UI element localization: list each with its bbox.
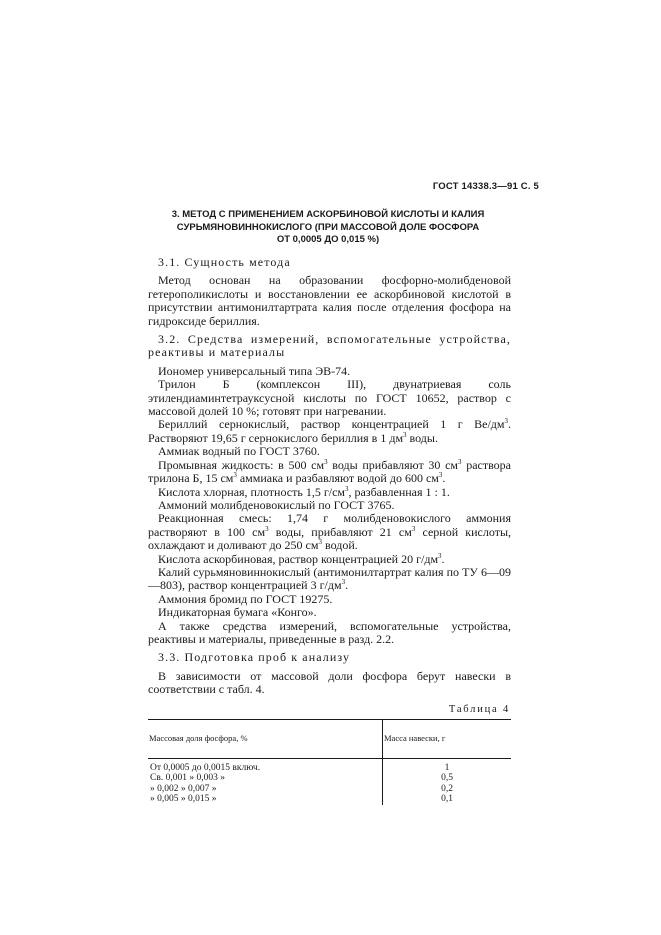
table-cell: 1 [444, 763, 450, 773]
item-potassium-tartrate [148, 566, 511, 593]
superscript: 3 [403, 430, 407, 439]
table-cell: Св. 0,001 » 0,003 » [148, 773, 383, 783]
table-cell: 0,1 [441, 794, 453, 805]
text: . Растворяют 19,65 г сернокислого бериллия в 1 дм [148, 417, 511, 445]
text: Реакционная смесь: 1,74 г молибденовокислого аммония растворяют в 100 см [148, 511, 511, 539]
item-beryllium [148, 418, 511, 445]
text: раствора трилона Б, 15 см [148, 457, 511, 486]
text: водой. [321, 538, 358, 553]
table-4 [148, 719, 511, 805]
item-ammonium-bromide: Аммония бромид по ГОСТ 19275. [158, 591, 333, 606]
table-header-row [148, 720, 511, 759]
section-title-line: ОТ 0,0005 ДО 0,015 %) [276, 234, 380, 246]
subsection-heading-3-3: 3.3. Подготовка проб к анализу [158, 650, 351, 665]
text: , разбавленная 1 : 1. [348, 484, 450, 499]
superscript: 3 [324, 457, 328, 466]
document-body [148, 251, 511, 805]
page-header: ГОСТ 14338.3—91 С. 5 [432, 181, 539, 192]
superscript: 3 [345, 484, 349, 493]
text: Кислота хлорная, плотность 1,5 г/см [158, 484, 345, 499]
item-perchloric-acid [148, 486, 511, 499]
text: воды, прибавляют 21 см [268, 524, 412, 539]
superscript: 3 [458, 457, 462, 466]
paragraph-sample-prep: В зависимости от массовой доли фосфора берут навески в соответствии с табл. 4. [148, 668, 511, 697]
column-header-mass: Масса навески, г [383, 720, 512, 759]
table-cell: 0,2 [441, 783, 453, 794]
table-row [148, 784, 511, 794]
text: серной кислоты, охлаждают и доливают до 250 см [148, 524, 512, 553]
table-cell: От 0,0005 до 0,0015 включ. [148, 759, 383, 774]
superscript: 3 [265, 524, 269, 533]
table-cell: » 0,002 » 0,007 » [148, 784, 383, 794]
text: Бериллий сернокислый, раствор концентрацией 1 г Ве/дм [158, 417, 505, 432]
subsection-heading-3-1: 3.1. Сущность метода [158, 255, 291, 269]
text: . [442, 471, 446, 486]
text: аммиака и разбавляют водой до 600 см [236, 471, 439, 486]
superscript: 3 [438, 471, 443, 480]
table-row [148, 759, 511, 774]
superscript: 3 [504, 417, 508, 426]
superscript: 3 [411, 524, 416, 533]
text: . [441, 551, 445, 566]
table-row [148, 794, 511, 804]
text: воды прибавляют 30 см [327, 457, 458, 472]
item-trilon: Трилон Б (комплексон III), двунатриевая соль этилендиаминтетрауксусной кислоты по ГОСТ 10652, раствор с массовой долей 10 %; готовят при нагревании. [148, 377, 511, 419]
item-ionomer: Иономер универсальный типа ЭВ-74. [158, 363, 351, 378]
item-reaction-mixture [148, 512, 511, 552]
item-ammonia: Аммиак водный по ГОСТ 3760. [158, 444, 320, 459]
superscript: 3 [233, 471, 237, 480]
subsection-heading-3-2: 3.2. Средства измерений, вспомогательные устройства, реактивы и материалы [148, 332, 511, 360]
table-cell: 0,5 [441, 773, 453, 784]
paragraph-essence: Метод основан на образовании фосфорно-молибденовой гетерополикислоты и восстановлении ее аскорбиновой кислотой в присутствии антимонилтартрата калия после отделения фосфора на гидроксиде бериллия. [148, 273, 511, 328]
table-caption: Таблица 4 [448, 703, 510, 715]
item-also: А также средства измерений, вспомогательные устройства, реактивы и материалы, приведенные в разд. 2.2. [148, 618, 511, 646]
table-row [148, 773, 511, 783]
column-header-phosphorus: Массовая доля фосфора, % [148, 720, 383, 759]
text: Промывная жидкость: в 500 см [158, 457, 325, 472]
superscript: 3 [438, 551, 442, 560]
item-ascorbic-acid [148, 553, 511, 566]
item-ammonium-molybdate: Аммоний молибденовокислый по ГОСТ 3765. [158, 497, 395, 512]
table-cell: » 0,005 » 0,015 » [148, 794, 383, 804]
text: Кислота аскорбиновая, раствор концентрацией 20 г/дм [158, 551, 439, 566]
text: воды. [406, 430, 438, 445]
superscript: 3 [318, 538, 322, 547]
item-congo-paper: Индикаторная бумага «Конго». [158, 605, 317, 620]
superscript: 3 [341, 578, 346, 587]
section-title-line: 3. МЕТОД С ПРИМЕНЕНИЕМ АСКОРБИНОВОЙ КИСЛОТЫ И КАЛИЯ [171, 209, 485, 220]
text: Калий сурьмяновиннокислый (антимонилтартрат калия по ТУ 6—09—803), раствор концентрацией 3 г/дм [148, 564, 511, 593]
section-title-line: СУРЬМЯНОВИННОКИСЛОГО (ПРИ МАССОВОЙ ДОЛЕ ФОСФОРА [176, 221, 480, 233]
text: . [345, 578, 349, 593]
section-title [148, 209, 508, 247]
item-wash-liquid [148, 459, 511, 486]
